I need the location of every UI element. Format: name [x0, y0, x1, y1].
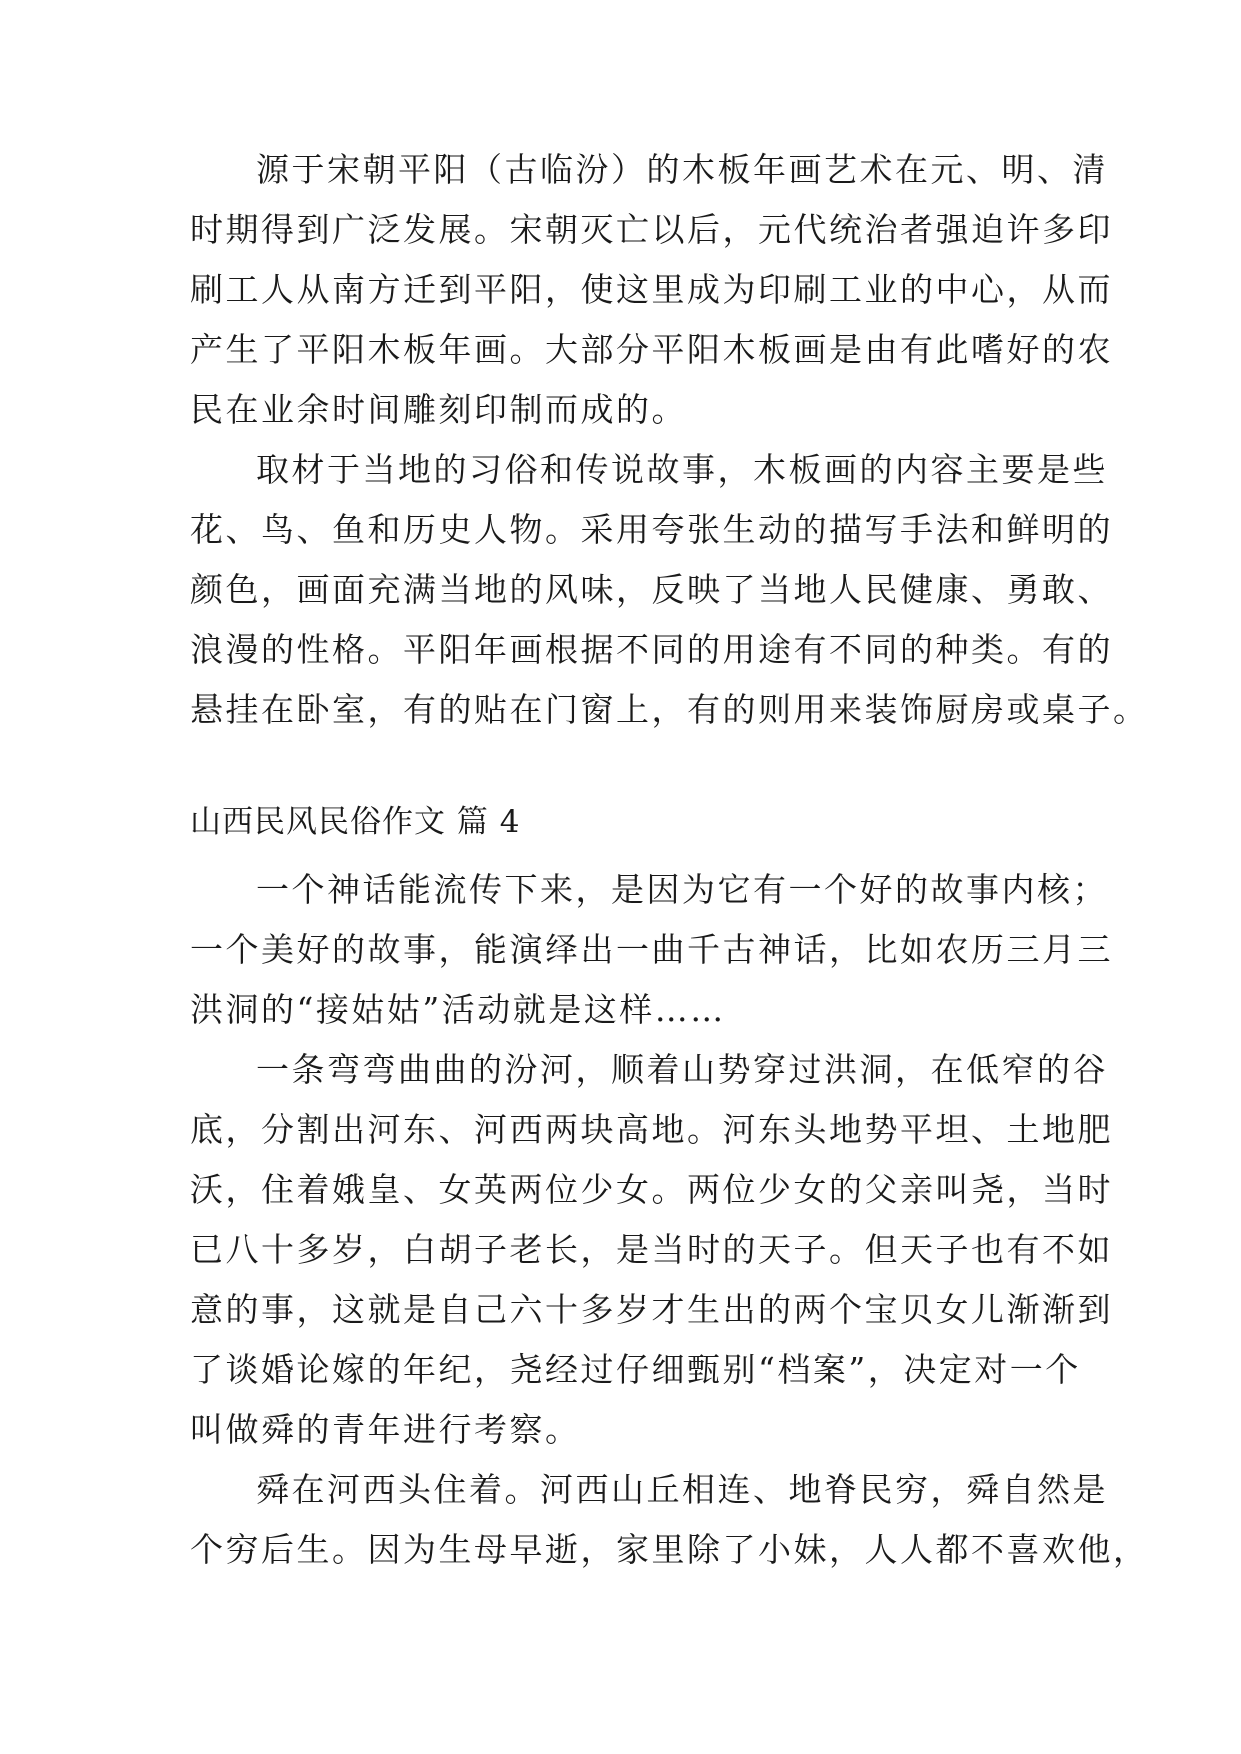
- paragraph-line: 刷工人从南方迁到平阳，使这里成为印刷工业的中心，从而: [190, 270, 1113, 309]
- paragraph-line: 叫做舜的青年进行考察。: [190, 1410, 581, 1449]
- paragraph-line: 个穷后生。因为生母早逝，家里除了小妹，人人都不喜欢他，: [190, 1530, 1149, 1569]
- paragraph-line: 洪洞的“接姑姑”活动就是这样……: [190, 990, 726, 1029]
- paragraph-line: 沃，住着娥皇、女英两位少女。两位少女的父亲叫尧，当时: [190, 1170, 1113, 1209]
- section-heading: 山西民风民俗作文 篇 4: [190, 804, 521, 840]
- paragraph-line: 民在业余时间雕刻印制而成的。: [190, 390, 687, 429]
- paragraph-line: 颜色，画面充满当地的风味，反映了当地人民健康、勇敢、: [190, 570, 1113, 609]
- paragraph-line: 了谈婚论嫁的年纪，尧经过仔细甄别“档案”，决定对一个: [190, 1350, 1081, 1389]
- paragraph-line: 已八十多岁，白胡子老长，是当时的天子。但天子也有不如: [190, 1230, 1113, 1269]
- paragraph-line: 一个神话能流传下来，是因为它有一个好的故事内核；: [256, 870, 1108, 909]
- paragraph-line: 底，分割出河东、河西两块高地。河东头地势平坦、土地肥: [190, 1110, 1113, 1149]
- paragraph-line: 产生了平阳木板年画。大部分平阳木板画是由有此嗜好的农: [190, 330, 1113, 369]
- paragraph-line: 浪漫的性格。平阳年画根据不同的用途有不同的种类。有的: [190, 630, 1113, 669]
- paragraph-line: 一条弯弯曲曲的汾河，顺着山势穿过洪洞，在低窄的谷: [256, 1050, 1108, 1089]
- paragraph-line: 花、鸟、鱼和历史人物。采用夸张生动的描写手法和鲜明的: [190, 510, 1113, 549]
- paragraph-line: 悬挂在卧室，有的贴在门窗上，有的则用来装饰厨房或桌子。: [190, 690, 1149, 729]
- paragraph-line: 取材于当地的习俗和传说故事，木板画的内容主要是些: [256, 450, 1108, 489]
- paragraph-line: 时期得到广泛发展。宋朝灭亡以后，元代统治者强迫许多印: [190, 210, 1113, 249]
- paragraph-line: 舜在河西头住着。河西山丘相连、地脊民穷，舜自然是: [256, 1470, 1108, 1509]
- paragraph-line: 源于宋朝平阳（古临汾）的木板年画艺术在元、明、清: [256, 150, 1108, 189]
- paragraph-line: 一个美好的故事，能演绎出一曲千古神话，比如农历三月三: [190, 930, 1113, 969]
- paragraph-line: 意的事，这就是自己六十多岁才生出的两个宝贝女儿渐渐到: [190, 1290, 1113, 1329]
